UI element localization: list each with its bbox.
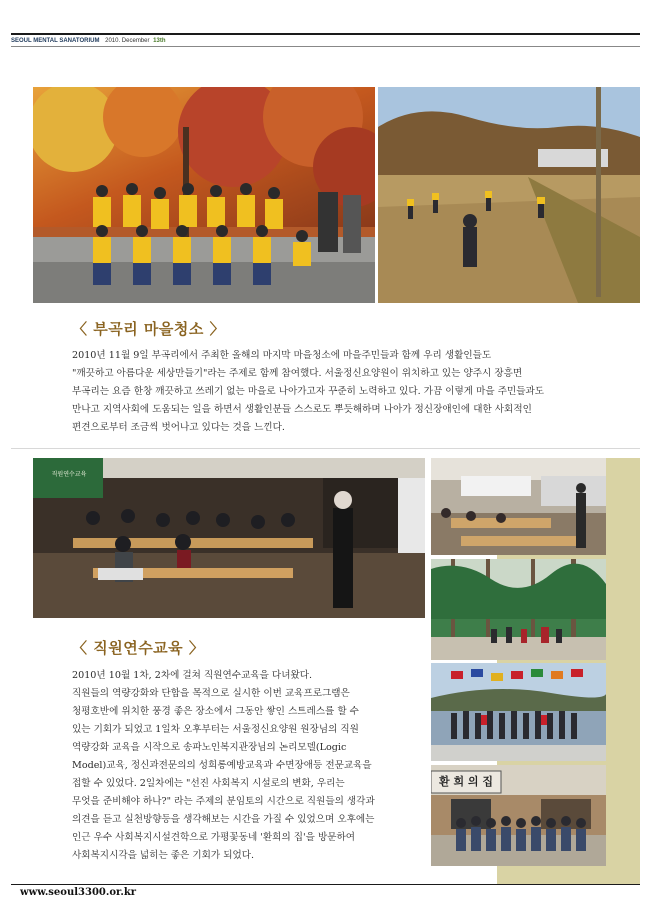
footer-url[interactable]: www.seoul3300.or.kr <box>20 887 137 898</box>
journal-name: SEOUL MENTAL SANATORIUM <box>11 38 100 44</box>
seminar-room-photo <box>431 458 606 555</box>
body-line: 부곡리는 요즘 한창 깨끗하고 쓰레기 없는 마을로 나아가고자 꾸준히 노력하고 있다. 가끔 이렇게 마을 주민들과도 <box>72 386 545 397</box>
page-number: 13th <box>153 38 166 44</box>
section-divider <box>11 448 640 449</box>
body-line: 직원들의 역량강화와 단합을 목적으로 실시한 이번 교육프로그램은 <box>72 688 350 699</box>
footer-rule <box>11 884 640 885</box>
body-line: 무엇을 준비해야 하나?" 라는 주제의 분임토의 시간으로 직원들의 생각과 <box>72 796 375 807</box>
section-title-staff-training: 〈 직원연수교육 〉 <box>72 639 205 657</box>
header-rule <box>11 33 640 35</box>
body-line: 편견으로부터 조금씩 벗어나고 있다는 것을 느낀다. <box>72 422 285 433</box>
lakeside-group-photo <box>431 663 606 761</box>
body-line: "깨끗하고 아름다운 세상만들기"라는 주제로 함께 참여했다. 서울정신요양원이 위치하고 있는 양주시 장흥면 <box>72 368 523 379</box>
body-line: Model)교육, 정신과전문의의 성희롱예방교육과 수면장애등 전문교육을 <box>72 760 372 771</box>
section-title-village-cleanup: 〈 부곡리 마을청소 〉 <box>72 320 226 338</box>
forest-path-photo <box>431 559 606 660</box>
body-line: 사회복지시각을 넓히는 좋은 기회가 되었다. <box>72 850 255 861</box>
header-underline <box>11 46 640 47</box>
body-line: 인근 우수 사회복지시설견학으로 가평꽃동네 '환희의 집'을 방문하여 <box>72 832 356 843</box>
lecture-banner: 직원연수교육 <box>51 472 87 478</box>
body-line: 만나고 지역사회에 도움되는 일을 하면서 생활인분들 스스로도 뿌듯해하며 나아가 정신장애인에 대한 사회적인 <box>72 404 532 415</box>
field-cleanup-photo <box>378 87 640 303</box>
body-line: 의견을 듣고 실천방향등을 생각해보는 시간을 가질 수 있었으며 오후에는 <box>72 814 375 825</box>
issue-date: 2010. December <box>105 38 150 44</box>
body-line: 접할 수 있었다. 2일차에는 "선진 사회복지 시설로의 변화, 우리는 <box>72 778 345 789</box>
body-line: 2010년 11월 9일 부곡리에서 주최한 올해의 마지막 마을청소에 마을주민들과 함께 우리 생활인들도 <box>72 350 492 361</box>
body-line: 역량강화 교육을 시작으로 송파노인복지관장님의 논리모델(Logic <box>72 742 347 753</box>
section-body-staff-training <box>72 667 422 865</box>
group-photo-village-cleanup <box>33 87 375 303</box>
body-line: 있는 기회가 되었고 1일차 오후부터는 서울정신요양원 원장님의 직원 <box>72 724 359 735</box>
body-line: 청평호반에 위치한 풍경 좋은 장소에서 그동안 쌓인 스트레스를 할 수 <box>72 706 359 717</box>
section-body-village-cleanup <box>72 347 612 437</box>
header-bar <box>11 36 640 46</box>
building-sign: 환 희 의 집 <box>439 775 493 788</box>
body-line: 2010년 10월 1차, 2차에 걸쳐 직원연수교육을 다녀왔다. <box>72 670 313 681</box>
